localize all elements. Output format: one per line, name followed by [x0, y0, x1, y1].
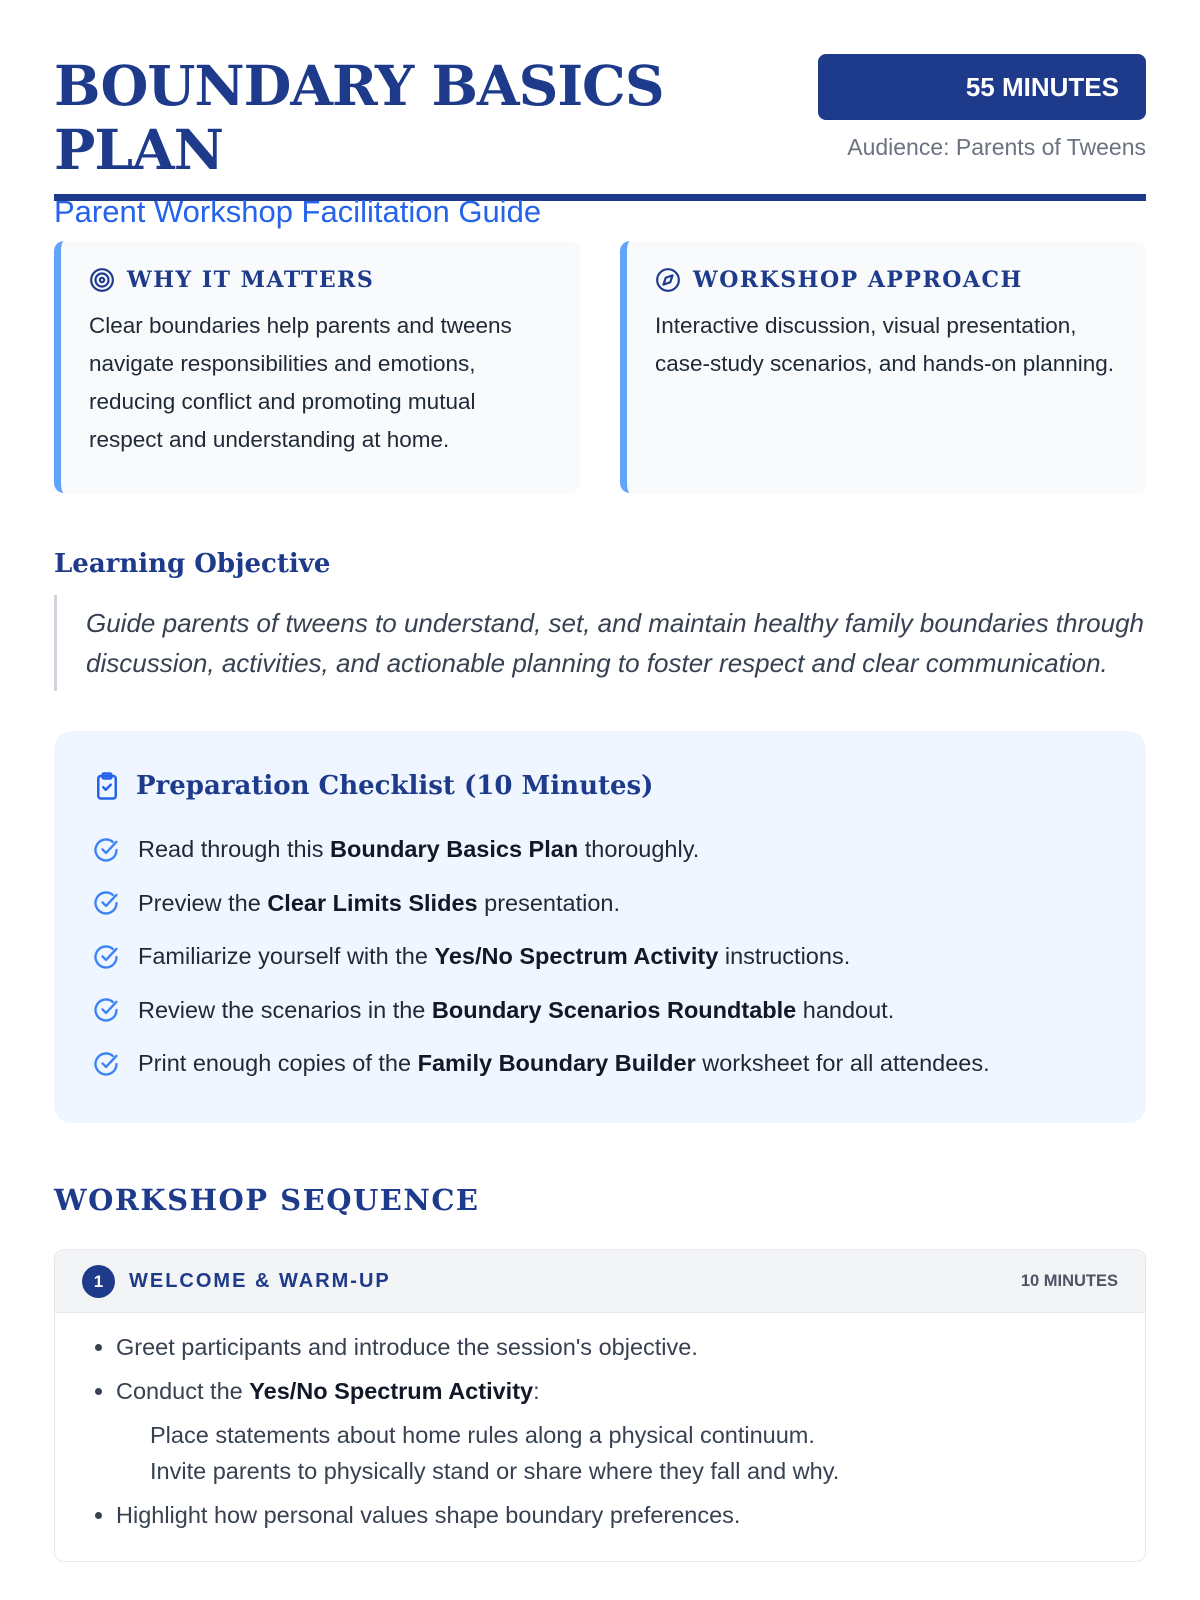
- audience-label: Audience: Parents of Tweens: [847, 134, 1146, 160]
- checklist-item-text: Familiarize yourself with the Yes/No Spectrum Activity instructions.: [138, 943, 851, 970]
- check-circle-icon: [92, 836, 120, 864]
- card-text: Interactive discussion, visual presentation, case-study scenarios, and hands-on planning.: [655, 313, 1115, 376]
- header-right: [818, 54, 1146, 161]
- step-sub-line: Invite parents to physically stand or share where they fall and why.: [150, 1458, 840, 1484]
- clipboard-check-icon: [92, 771, 122, 801]
- step-bullet-list: [82, 1329, 1118, 1533]
- check-circle-icon: [92, 1050, 120, 1078]
- why-it-matters-card: [54, 241, 580, 493]
- preparation-checklist: [54, 731, 1146, 1123]
- step-sub-lines: [116, 1417, 1118, 1489]
- page-title: BOUNDARY BASICS PLAN: [54, 53, 664, 182]
- info-cards: [54, 241, 1146, 493]
- checklist-title: Preparation Checklist (10 Minutes): [136, 771, 654, 801]
- check-circle-icon: [92, 996, 120, 1024]
- checklist-item-text: Print enough copies of the Family Boundary Builder worksheet for all attendees.: [138, 1050, 990, 1077]
- check-circle-icon: [92, 943, 120, 971]
- checklist-item-text: Read through this Boundary Basics Plan thoroughly.: [138, 836, 700, 863]
- step-header: [55, 1250, 1145, 1313]
- duration-badge: 55 MINUTES: [818, 54, 1146, 120]
- step-bullet: • Greet participants and introduce the session's objective.: [116, 1329, 1118, 1365]
- checklist-item: [92, 877, 1108, 931]
- step-title: WELCOME & WARM-UP: [129, 1269, 391, 1292]
- header: [54, 53, 1146, 229]
- header-left: [54, 54, 818, 230]
- step-number-badge: 1: [82, 1265, 115, 1298]
- step-bullet: • Conduct the Yes/No Spectrum Activity: Place statements about home rules along a physical continuum. Invite parents to physically stand or share where they fall and why.: [116, 1373, 1118, 1489]
- checklist-item: [92, 1037, 1108, 1091]
- sequence-step: [54, 1249, 1146, 1562]
- checklist-header: [92, 771, 1108, 801]
- checklist-item-text: Review the scenarios in the Boundary Scenarios Roundtable handout.: [138, 996, 895, 1023]
- card-text: Clear boundaries help parents and tweens navigate responsibilities and emotions, reducing conflict and promoting mutual respect and understanding at home.: [89, 313, 512, 452]
- page-subtitle: Parent Workshop Facilitation Guide: [54, 194, 542, 229]
- workshop-approach-card: [620, 241, 1146, 493]
- checklist-item: [92, 823, 1108, 877]
- card-title: WHY IT MATTERS: [127, 267, 375, 293]
- step-body: [55, 1313, 1145, 1561]
- compass-icon: [655, 267, 681, 293]
- card-title: WORKSHOP APPROACH: [693, 267, 1023, 293]
- target-icon: [89, 267, 115, 293]
- objective-quote: Guide parents of tweens to understand, set, and maintain healthy family boundaries through discussion, activities, and actionable planning to foster respect and clear communication.: [54, 595, 1146, 691]
- objective-title: Learning Objective: [54, 549, 331, 579]
- checklist-item: [92, 930, 1108, 984]
- checklist-item-text: Preview the Clear Limits Slides presentation.: [138, 889, 620, 916]
- check-circle-icon: [92, 889, 120, 917]
- checklist-item: [92, 984, 1108, 1038]
- sequence-title: WORKSHOP SEQUENCE: [54, 1183, 480, 1217]
- step-sub-line: Place statements about home rules along a physical continuum.: [150, 1422, 815, 1448]
- card-header: [655, 267, 1120, 293]
- step-bullet: • Highlight how personal values shape boundary preferences.: [116, 1497, 1118, 1533]
- card-header: [89, 267, 554, 293]
- step-duration: 10 MINUTES: [1020, 1271, 1118, 1290]
